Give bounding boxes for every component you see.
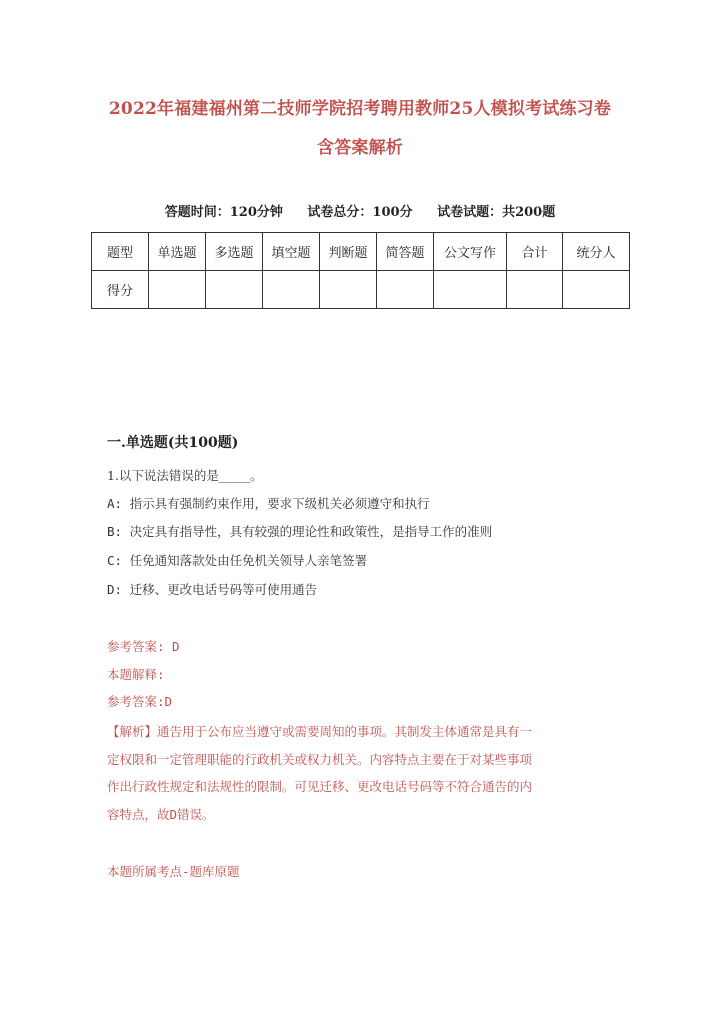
explanation [107,718,615,828]
document-title: 2022年福建福州第二技师学院招考聘用教师25人模拟考试练习卷 [108,99,612,119]
score-header-total: 合计 [507,233,563,271]
exam-time: 答题时间：120分钟 [164,205,283,220]
question-stem: 1.以下说法错误的是_____。 [107,468,263,483]
score-header-single: 单选题 [149,233,206,271]
analysis-label: 本题解释: [107,667,165,682]
reference-answer: 参考答案: D [107,639,180,654]
option-d: D: 迁移、更改电话号码等可使用通告 [107,582,318,597]
exam-total-score: 试卷总分：100分 [307,205,413,220]
score-header-fill: 填空题 [263,233,320,271]
score-cell [434,271,507,309]
exam-meta [40,201,680,220]
score-header-official-writing: 公文写作 [434,233,507,271]
option-c: C: 任免通知落款处由任免机关领导人亲笔签署 [107,553,368,568]
score-table-score-row [92,271,630,309]
option-b: B: 决定具有指导性，具有较强的理论性和政策性，是指导工作的准则 [107,524,493,539]
score-cell [206,271,263,309]
score-header-scorer: 统分人 [563,233,630,271]
question-topic: 本题所属考点-题库原题 [107,864,240,879]
score-cell [149,271,206,309]
score-cell [320,271,377,309]
option-a: A: 指示具有强制约束作用，要求下级机关必须遵守和执行 [107,496,430,511]
explanation-line: 容特点，故D错误。 [107,806,215,822]
exam-question-count: 试卷试题：共200题 [437,205,556,220]
explanation-line: 作出行政性规定和法规性的限制。可见迁移、更改电话号码等不符合通告的内 [107,779,533,794]
score-header-short-answer: 简答题 [377,233,434,271]
score-cell [563,271,630,309]
score-table [91,232,630,309]
score-header-multiple: 多选题 [206,233,263,271]
score-header-type: 题型 [92,233,149,271]
reference-answer-repeat: 参考答案:D [107,694,173,709]
explanation-line: 定权限和一定管理职能的行政机关或权力机关。内容特点主要在于对某些事项 [107,751,533,767]
explanation-line: 【解析】通告用于公布应当遵守或需要周知的事项。其制发主体通常是具有一 [107,724,533,739]
score-row-label: 得分 [92,271,149,309]
score-cell [377,271,434,309]
score-header-judge: 判断题 [320,233,377,271]
score-table-header-row [92,233,630,271]
score-cell [263,271,320,309]
section-title: 一.单选题(共100题) [107,435,239,451]
document-subtitle: 含答案解析 [317,138,403,158]
score-cell [507,271,563,309]
